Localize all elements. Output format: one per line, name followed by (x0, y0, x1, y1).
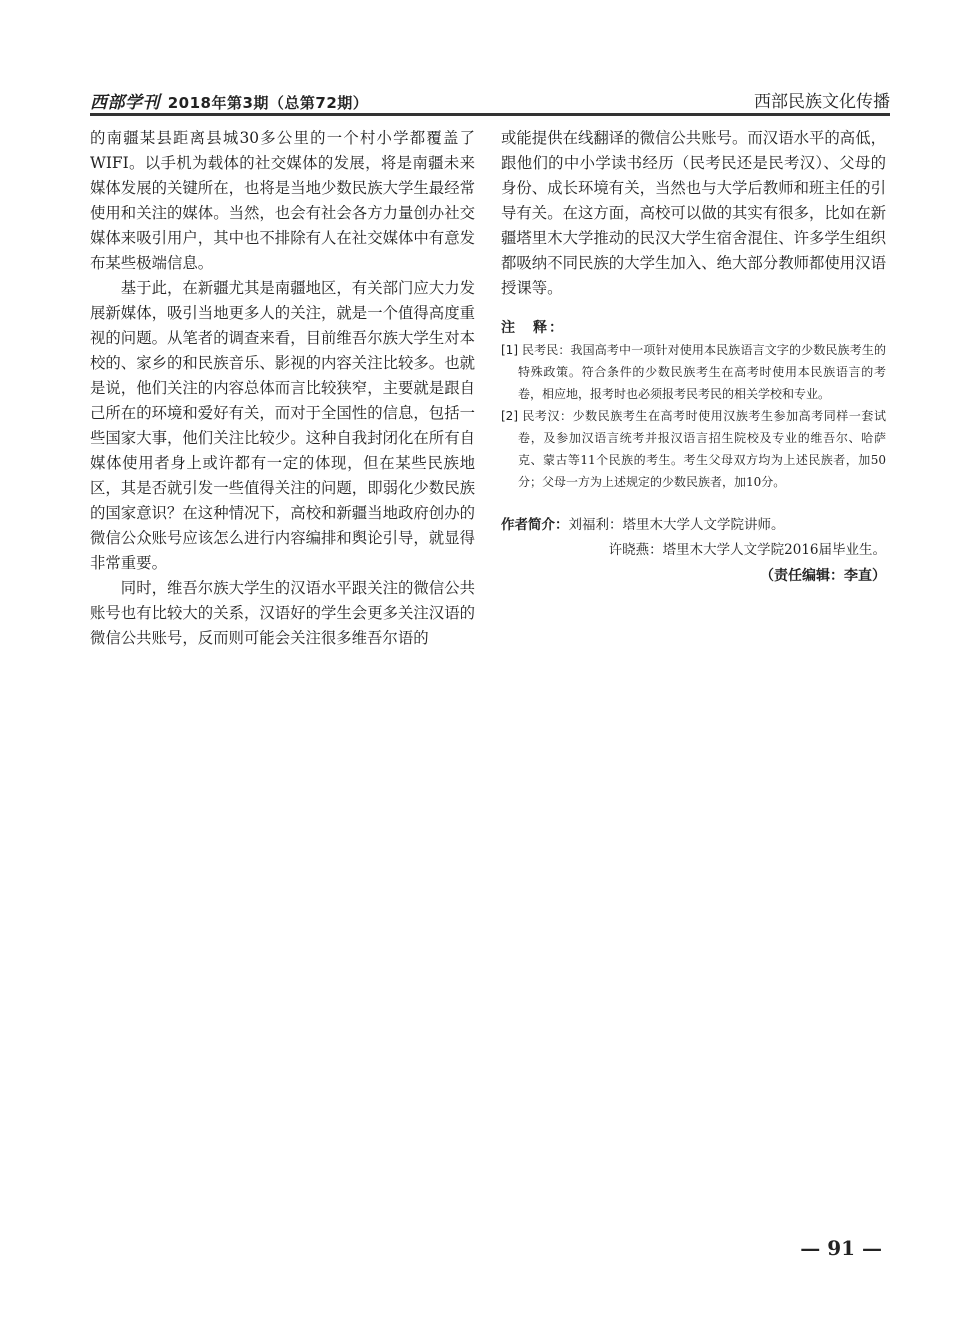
journal-issue-line (90, 88, 368, 113)
responsible-editor: （责任编辑：李直） (760, 568, 886, 584)
issue-number: 2018年第3期（总第72期） (167, 94, 369, 112)
author-1: 刘福利：塔里木大学人文学院讲师。 (568, 517, 785, 533)
note-item (501, 405, 886, 493)
note-number: [1] (501, 343, 518, 357)
journal-logo: 西部学刊 (90, 93, 160, 113)
section-title: 西部民族文化传播 (754, 92, 890, 112)
header-rule (90, 113, 890, 116)
body-paragraph: 基于此，在新疆尤其是南疆地区，有关部门应大力发展新媒体，吸引当地更多人的关注，就是一个值得高度重视的问题。从笔者的调查来看，目前维吾尔族大学生对本校的、家乡的和民族音乐、影视的内容关注比较多。也就是说，他们关注的内容总体而言比较狭窄，主要就是跟自己所在的环境和爱好有关，而对于全国性的信息，包括一些国家大事，他们关注比较少。这种自我封闭化在所有自媒体使用者身上或许都有一定的体现，但在某些民族地区，其是否就引发一些值得关注的问题，即弱化少数民族的国家意识？在这种情况下，高校和新疆当地政府创办的微信公众账号应该怎么进行内容编排和舆论引导，就显得非常重要。 (90, 279, 475, 572)
author-label: 作者简介： (501, 517, 569, 533)
note-item (501, 339, 886, 405)
running-header (90, 82, 890, 114)
note-text: 民考民：我国高考中一项针对使用本民族语言文字的少数民族考生的特殊政策。符合条件的少数民族考生在高考时使用本民族语言的考卷，相应地，报考时也必须报考民考民的相关学校和专业。 (518, 343, 886, 401)
right-column (501, 126, 886, 589)
page-number: — 91 — (800, 1236, 882, 1260)
body-paragraph: 同时，维吾尔族大学生的汉语水平跟关注的微信公共账号也有比较大的关系，汉语好的学生会更多关注汉语的微信公共账号，反而则可能会关注很多维吾尔语的 (90, 579, 475, 647)
author-line-1 (501, 513, 886, 538)
left-column (90, 126, 475, 651)
author-bio (501, 513, 886, 563)
body-paragraph: 的南疆某县距离县城30多公里的一个村小学都覆盖了WIFI。以手机为载体的社交媒体的发展，将是南疆未来媒体发展的关键所在，也将是当地少数民族大学生最经常使用和关注的媒体。当然，也会有社会各方力量创办社交媒体来吸引用户，其中也不排除有人在社交媒体中有意发布某些极端信息。 (90, 129, 475, 272)
author-2: 许晓燕：塔里木大学人文学院2016届毕业生。 (608, 542, 886, 558)
note-text: 民考汉：少数民族考生在高考时使用汉族考生参加高考同样一套试卷，及参加汉语言统考并报汉语言招生院校及专业的维吾尔、哈萨克、蒙古等11个民族的考生。考生父母双方均为上述民族者，加50分；父母一方为上述规定的少数民族者，加10分。 (518, 409, 886, 489)
note-number: [2] (501, 409, 518, 423)
notes-heading: 注 释： (501, 320, 565, 336)
body-paragraph: 或能提供在线翻译的微信公共账号。而汉语水平的高低，跟他们的中小学读书经历（民考民还是民考汉）、父母的身份、成长环境有关，当然也与大学后教师和班主任的引导有关。在这方面，高校可以做的其实有很多，比如在新疆塔里木大学推动的民汉大学生宿舍混住、许多学生组织都吸纳不同民族的大学生加入、绝大部分教师都使用汉语授课等。 (501, 129, 886, 297)
